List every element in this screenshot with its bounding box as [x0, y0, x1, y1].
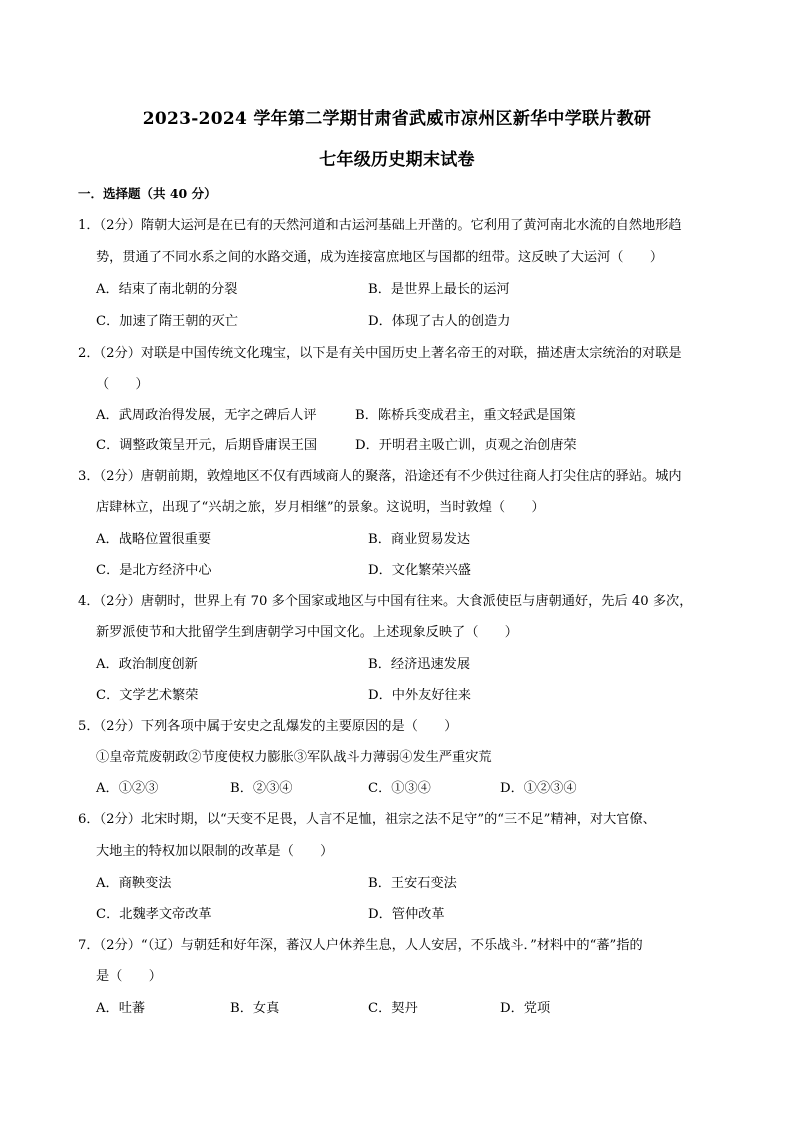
question-7-option-b: B．女真 [230, 1001, 280, 1016]
question-1-option-c: C．加速了隋王朝的灭亡 [96, 314, 238, 329]
question-4-line-1: 4．（2分）唐朝时，世界上有 70 多个国家或地区与中国有往来。大食派使臣与唐朝通好，先后 40 多次， [78, 594, 693, 609]
question-4-option-d: D．中外友好往来 [368, 688, 471, 703]
question-2-option-a: A．武周政治得发展，无字之碑后人评 [96, 408, 317, 423]
question-1-option-a: A．结束了南北朝的分裂 [96, 282, 238, 297]
question-2-option-d: D．开明君主吸亡训，贞观之治创唐荣 [355, 438, 577, 453]
question-6-option-d: D．管仲改革 [368, 907, 445, 922]
question-3-option-d: D．文化繁荣兴盛 [368, 563, 471, 578]
question-4-option-b: B．经济迅速发展 [368, 657, 471, 672]
question-3-option-a: A．战略位置很重要 [96, 532, 212, 547]
question-7-line-1: 7．（2分）“（辽）与朝廷和好年深，蕃汉人户休养生息，人人安居，不乐战斗．”材料中的“蕃”指的 [78, 938, 643, 953]
question-3-option-c: C．是北方经济中心 [96, 563, 212, 578]
question-5-option-d: D．①②③④ [500, 781, 577, 796]
question-1-line-1: 1．（2分）隋朝大运河是在已有的天然河道和古运河基础上开凿的。它利用了黄河南北水流的自然地形趋 [78, 218, 682, 233]
question-6-option-b: B．王安石变法 [368, 876, 457, 891]
question-5-line-2: ①皇帝荒废朝政②节度使权力膨胀③军队战斗力薄弱④发生严重灾荒 [96, 750, 492, 765]
question-3-option-b: B．商业贸易发达 [368, 532, 471, 547]
question-2-line-2: （ ） [96, 377, 149, 392]
question-2-option-c: C．调整政策呈开元，后期昏庸误王国 [96, 438, 318, 453]
question-7-line-2: 是（ ） [96, 969, 162, 984]
question-5-line-1: 5．（2分）下列各项中属于安史之乱爆发的主要原因的是（ ） [78, 719, 458, 734]
section-heading: 一．选择题（共 40 分） [78, 186, 217, 201]
question-2-line-1: 2．（2分）对联是中国传统文化瑰宝，以下是有关中国历史上著名帝王的对联，描述唐太宗统治的对联是 [78, 346, 682, 361]
exam-title-line2: 七年级历史期末试卷 [319, 150, 475, 170]
exam-title-line1: 2023-2024 学年第二学期甘肃省武威市凉州区新华中学联片教研 [142, 109, 652, 129]
question-7-option-d: D．党项 [500, 1001, 551, 1016]
question-6-line-2: 大地主的特权加以限制的改革是（ ） [96, 844, 334, 859]
question-6-option-a: A．商鞅变法 [96, 876, 172, 891]
question-1-option-b: B．是世界上最长的运河 [368, 282, 510, 297]
question-4-line-2: 新罗派使节和大批留学生到唐朝学习中国文化。上述现象反映了（ ） [96, 625, 518, 640]
question-5-option-a: A．①②③ [96, 781, 159, 796]
question-4-option-c: C．文学艺术繁荣 [96, 688, 199, 703]
question-7-option-a: A．吐蕃 [96, 1001, 146, 1016]
question-5-option-b: B．②③④ [230, 781, 293, 796]
question-1-line-2: 势，贯通了不同水系之间的水路交通，成为连接富庶地区与国都的纽带。这反映了大运河（ ） [96, 250, 664, 265]
question-6-option-c: C．北魏孝文帝改革 [96, 907, 212, 922]
question-2-option-b: B．陈桥兵变成君主，重文轻武是国策 [355, 408, 576, 423]
question-4-option-a: A．政治制度创新 [96, 657, 198, 672]
question-3-line-2: 店肆林立，出现了“兴胡之旅，岁月相继”的景象。这说明，当时敦煌（ ） [96, 500, 545, 515]
question-6-line-1: 6．（2分）北宋时期，以“天变不足畏，人言不足恤，祖宗之法不足守”的“三不足”精神，对大官僚、 [78, 812, 656, 827]
question-5-option-c: C．①③④ [368, 781, 431, 796]
question-1-option-d: D．体现了古人的创造力 [368, 314, 511, 329]
question-7-option-c: C．契丹 [368, 1001, 418, 1016]
question-3-line-1: 3．（2分）唐朝前期，敦煌地区不仅有西域商人的聚落，沿途还有不少供过往商人打尖住店的驿站。城内 [78, 469, 682, 484]
